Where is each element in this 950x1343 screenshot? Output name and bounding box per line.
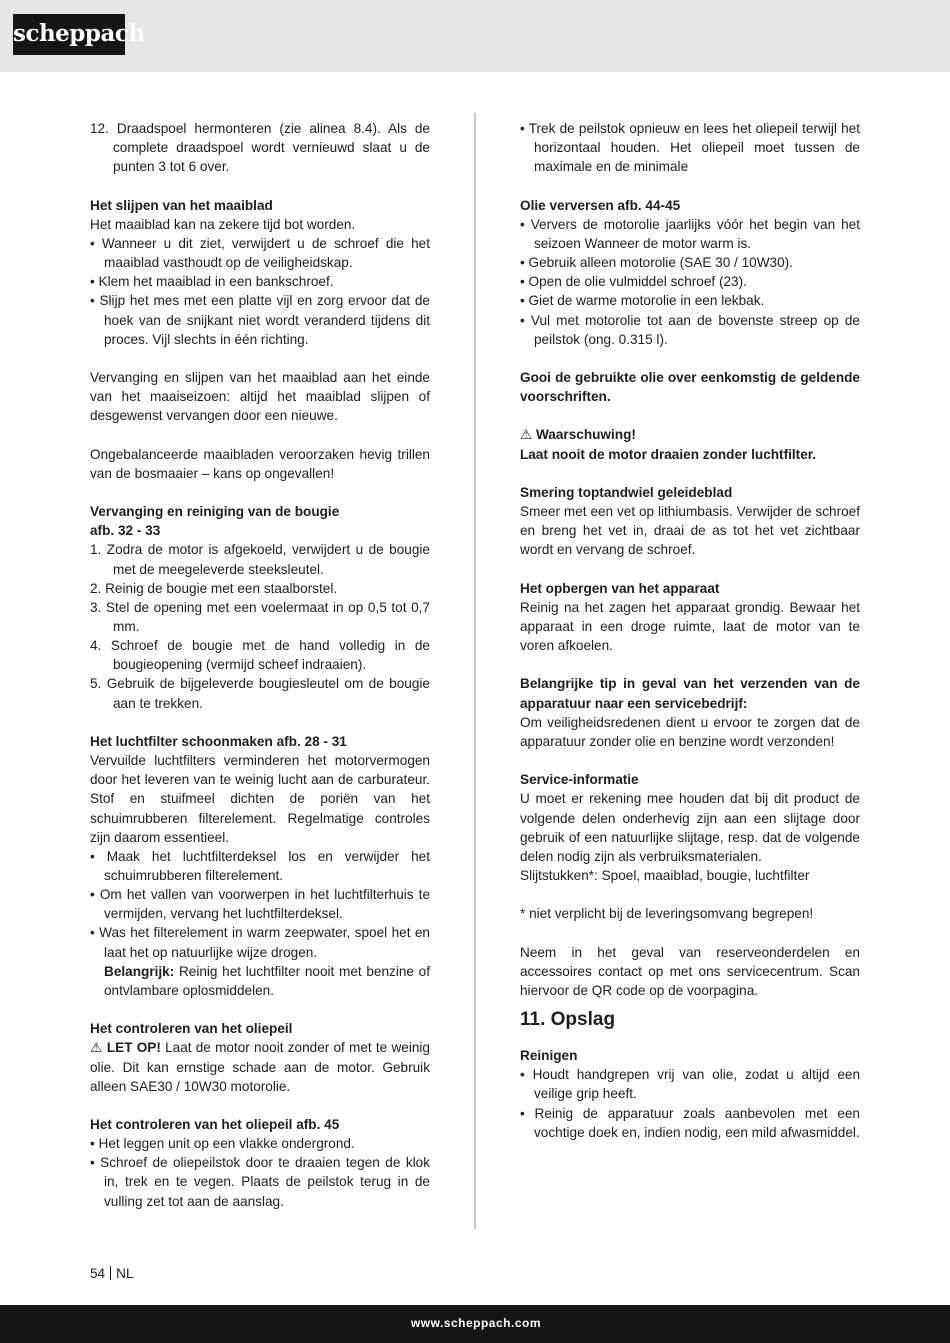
sharpen-bullet: • Klem het maaiblad in een bankschroef. — [90, 274, 334, 290]
oil-change-bullet: • Giet de warme motorolie in een lekbak. — [520, 293, 765, 309]
spark-plug-step: 4. Schroef de bougie met de hand volledig in de bougieopening (vermijd scheef indraaien). — [90, 638, 430, 673]
wear-parts: Slijtstukken*: Spoel, maaiblad, bougie, luchtfilter — [520, 867, 810, 883]
footnote: * niet verplicht bij de leveringsomvang begrepen! — [520, 906, 814, 922]
service-heading: Service-informatie — [520, 772, 639, 788]
service-paragraph: U moet er rekening mee houden dat bij dit product de volgende delen onderhevig zijn aan een slijtage door gebruik of een natuurlijke slijtage, resp. dat de volgende delen nodig zijn als verbruiksmaterialen. — [520, 791, 860, 864]
storage-heading: Het opbergen van het apparaat — [520, 580, 720, 596]
important-label: Belangrijk: — [104, 963, 175, 979]
cleaning-bullet: • Houdt handgrepen vrij van olie, zodat u altijd een veilige grip heeft. — [520, 1067, 860, 1102]
shipping-heading: Belangrijke tip in geval van het verzenden van de apparatuur naar een servicebedrijf: — [520, 676, 860, 711]
oil-change-bullet: • Vul met motorolie tot aan de bovenste streep op de peilstok (ong. 0.315 l). — [520, 312, 860, 347]
cleaning-bullet: • Reinig de apparatuur zoals aanbevolen met een vochtige doek en, indien nodig, een mild afwasmiddel. — [520, 1105, 860, 1140]
dipstick-bullet: • Trek de peilstok opnieuw en lees het oliepeil terwijl het horizontaal houden. Het oliepeil moet tussen de maximale en de minimale — [520, 121, 860, 175]
sharpen-heading: Het slijpen van het maaiblad — [90, 197, 273, 213]
air-filter-bullet: • Maak het luchtfilterdeksel los en verwijder het schuimrubberen filterelement. — [90, 848, 430, 884]
spark-plug-step: 5. Gebruik de bijgeleverde bougiesleutel om de bougie aan te trekken. — [90, 676, 430, 711]
footer-separator — [110, 1266, 111, 1280]
oil-level-heading: Het controleren van het oliepeil afb. 45 — [90, 1117, 340, 1133]
storage-paragraph: Reinig na het zagen het apparaat grondig. Bewaar het apparaat in een droge ruimte, laat de motor van te voren afkoelen. — [520, 599, 860, 654]
warning-text: Laat nooit de motor draaien zonder luchtfilter. — [520, 446, 817, 462]
air-filter-heading: Het luchtfilter schoonmaken afb. 28 - 31 — [90, 733, 347, 749]
spark-plug-figure-ref: afb. 32 - 33 — [90, 523, 161, 539]
caution-label: ⚠ LET OP! — [90, 1040, 161, 1056]
oil-check-heading: Het controleren van het oliepeil — [90, 1021, 293, 1037]
section-heading-storage: 11. Opslag — [520, 1009, 616, 1031]
replace-paragraph: Vervanging en slijpen van het maaiblad aan het einde van het maaiseizoen: altijd het maaiblad slijpen of desgewenst vervangen door een nieuwe. — [90, 370, 430, 424]
important-text: Reinig het luchtfilter nooit met benzine of ontvlambare oplosmiddelen. — [104, 963, 430, 998]
oil-check-paragraph — [90, 1038, 430, 1095]
air-filter-bullet: • Was het filterelement in warm zeepwater, spoel het en laat het op natuurlijke wijze drogen. — [90, 925, 430, 960]
air-filter-important — [90, 962, 430, 1000]
column-divider — [474, 113, 476, 1229]
oil-change-bullet: • Ververs de motorolie jaarlijks vóór het begin van het seizoen Wanneer de motor warm is. — [520, 216, 860, 251]
oil-level-bullet: • Het leggen unit op een vlakke ondergrond. — [90, 1136, 355, 1152]
unbalanced-paragraph: Ongebalanceerde maaibladen veroorzaken hevig trillen van de bosmaaier – kans op ongevallen! — [90, 446, 430, 481]
air-filter-bullet: • Om het vallen van voorwerpen in het luchtfilterhuis te vermijden, vervang het luchtfilterdeksel. — [90, 887, 430, 922]
lubrication-heading: Smering toptandwiel geleideblad — [520, 484, 733, 500]
spark-plug-heading: Vervanging en reiniging van de bougie — [90, 504, 340, 520]
oil-change-heading: Olie verversen afb. 44-45 — [520, 197, 681, 213]
dispose-note: Gooi de gebruikte olie over eenkomstig de geldende voorschriften. — [520, 370, 860, 405]
oil-change-bullet: • Open de olie vulmiddel schroef (23). — [520, 274, 747, 290]
left-column — [90, 119, 430, 1211]
sharpen-intro: Het maaiblad kan na zekere tijd bot worden. — [90, 216, 356, 232]
spark-plug-step: 1. Zodra de motor is afgekoeld, verwijdert u de bougie met de meegeleverde steeksleutel. — [90, 542, 430, 577]
warning-heading: ⚠ Waarschuwing! — [520, 427, 636, 443]
website-link[interactable]: www.scheppach.com — [410, 1316, 541, 1330]
shipping-paragraph: Om veiligheidsredenen dient u ervoor te zorgen dat de apparatuur zonder olie en benzine wordt verzonden! — [520, 714, 860, 749]
spark-plug-step: 2. Reinig de bougie met een staalborstel. — [90, 580, 338, 596]
air-filter-paragraph: Vervuilde luchtfilters verminderen het motorvermogen door het leveren van te weinig lucht aan de carburateur. Stof en stuifmeel dichten de poriën van het schuimrubberen filterelement. Regelmatige controles zijn daarom essentieel. — [90, 753, 430, 845]
cleaning-heading: Reinigen — [520, 1048, 578, 1064]
right-column — [520, 119, 860, 1142]
spare-parts-paragraph: Neem in het geval van reserveonderdelen en accessoires contact op met ons servicecentrum. Scan hiervoor de QR code op de voorpagina. — [520, 944, 860, 998]
lubrication-paragraph: Smeer met een vet op lithiumbasis. Verwijder de schroef en breng het vet in, draai de as tot het vet zichtbaar wordt en vervang de schroef. — [520, 504, 860, 558]
oil-level-bullet: • Schroef de oliepeilstok door te draaien tegen de klok in, trek en te vegen. Plaats de peilstok terug in de vulling zet tot aan de aanslag. — [90, 1155, 430, 1209]
brand-logo: scheppach — [13, 14, 125, 55]
page-number: 54 — [90, 1266, 106, 1281]
oil-check-text: Laat de motor nooit zonder of met te weinig olie. Dit kan ernstige schade aan de motor. Gebruik alleen SAE30 / 10W30 motorolie. — [90, 1040, 430, 1094]
spark-plug-step: 3. Stel de opening met een voelermaat in op 0,5 tot 0,7 mm. — [90, 599, 430, 634]
sharpen-bullet: • Slijp het mes met een platte vijl en zorg ervoor dat de hoek van de snijkant niet wordt veranderd tijdens dit proces. Vijl slechts in één richting. — [90, 293, 430, 347]
page-footer — [90, 1265, 134, 1283]
header-band — [0, 0, 950, 72]
sharpen-bullet: • Wanneer u dit ziet, verwijdert u de schroef die het maaiblad vasthoudt op de veiligheidskap. — [90, 235, 430, 271]
language-code: NL — [116, 1266, 134, 1281]
footer-band — [0, 1305, 950, 1343]
step-12: 12. Draadspoel hermonteren (zie alinea 8.4). Als de complete draadspoel wordt vernieuwd slaat u de punten 3 tot 6 over. — [90, 121, 430, 175]
oil-change-bullet: • Gebruik alleen motorolie (SAE 30 / 10W30). — [520, 255, 793, 271]
